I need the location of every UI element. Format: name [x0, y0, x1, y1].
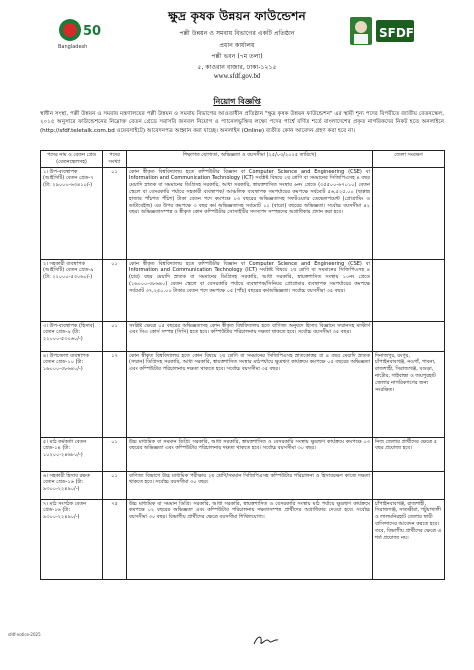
- website-link[interactable]: www.sfdf.gov.bd: [213, 73, 261, 80]
- table-row: [41, 471, 445, 499]
- table-row: [41, 499, 445, 579]
- header-count: পদের সংখ্যা: [103, 151, 127, 168]
- post-cell: ৭। মাঠ সংগঠক বেতন গ্রেড-১৬ (টা: ৯৩০০-২২৪৯০/-): [41, 499, 103, 579]
- count-cell: ০১: [103, 321, 127, 351]
- org-subtitle: পল্লী উন্নয়ন ও সমবায় বিভাগের একটি প্রতিষ্ঠান: [179, 30, 295, 37]
- post-cell: ৪। উপজেলা ব্যবস্থাপক বেতন গ্রেড-১০ (টা: ১৬০০০-৩৮৬৪০/-): [41, 351, 103, 437]
- post-cell: ১। উপ-ব্যবস্থাপক (আইসিটি) বেতন গ্রেড-৭ (টা: ২৯০০০-৬৩৪১০/-): [41, 167, 103, 259]
- anniversary-logo: [56, 14, 102, 50]
- requirements-cell: সংশ্লিষ্ট ক্ষেত্রে ০৫ বছরের অভিজ্ঞতাসহ কোন স্বীকৃত বিশ্ববিদ্যালয় হতে বাণিজ্য অনুষদে হিসাব বিজ্ঞানে সম্মানসহ মাস্টার্স এবং সিএ কোর্স সম্পন্ন (সিসি) হতে হবে। কম্পিউটার পরিচালনায় দক্ষতা থাকতে হবে। সর্বোচ্চ বয়সসীমা ৩৫ বছর।: [127, 321, 373, 351]
- address-label: ৫, কাওরান বাজার, ঢাকা-১২১৫: [197, 64, 277, 71]
- count-cell: ০১: [103, 167, 127, 259]
- requirements-cell: কোন স্বীকৃত বিশ্ববিদ্যালয় হতে কম্পিউটার বিজ্ঞান বা Computer Science and Engineering (CSE) বা Information and Communication Technology (ICT) সংশ্লিষ্ট বিষয়ে ২য় শ্রেণি বা সমমানের সিজিপিএসহ ৪ বছর মেয়াদি স্নাতক বা সমমানের ডিগ্রিসহ সরকারি, আধা সরকারি, স্বায়ত্তশাসিত সংস্থায় ৬নং গ্রেডে (৩৫৫০০-৬৭০১০) বেতন স্কেলে বা বেসরকারি পর্যায়ে সহকারী ব্যবস্থাপক/ আঞ্চলিক ব্যবস্থাপক সমপর্যায়ের কমপক্ষে সর্বমোট ৫৬,৫২৫.০০ (ছাপ্পান্ন হাজার পাঁচশত পঁচিশ) টাকা বেতন পদে কমপক্ষে ০৩ বছরের অভিজ্ঞতাসহ সফটওয়্যার ডেভেলপমেন্ট (প্রোগ্রামিং ও ডাটাবেইজ) এর উপর কমপক্ষে ৩ বছর কর্ম অভিজ্ঞতাসহ সর্বমোট ১২ (বারো) বছরের অভিজ্ঞতা। সর্বোচ্চ বয়সসীমা ৪২ বছর। অভিজ্ঞতাসম্পন্ন ও স্বীকৃত কোন কম্পিউটার সোসাইটির সদস্যপদ সম্পন্নদের অগ্রাধিকার প্রদান করা হবে।: [127, 167, 373, 259]
- header-district: জেলা সংরক্ষণ: [373, 151, 445, 168]
- table-row: [41, 321, 445, 351]
- count-cell: ৭৫: [103, 499, 127, 579]
- count-cell: ০১: [103, 437, 127, 471]
- table-row: [41, 167, 445, 259]
- svg-text:Bangladesh: Bangladesh: [58, 44, 88, 50]
- notice-title: নিয়োগ বিজ্ঞপ্তি: [213, 97, 261, 106]
- svg-text:SFDF: SFDF: [379, 26, 414, 40]
- intro-paragraph: স্বাধীন সংস্থা, পল্লী উন্নয়ন ও সমবায় মন্ত্রণালয়ের পল্লী উন্নয়ন ও সমবায় বিভাগের আওতাধীন প্রতিষ্ঠান "ক্ষুদ্র কৃষক উন্নয়ন ফাউন্ডেশন" এর স্থায়ী শূন্য পদের বিপরীতে জাতীয় বেতনস্কেল, ২০১৫ অনুসারে ফাউন্ডেশনের নিম্নোক্ত বেতন গ্রেডে সরাসরি জনবল নিয়োগ ও প্যানেলভুক্তির লক্ষ্যে পদের পার্শ্বে বর্ণিত শর্তে বাংলাদেশের প্রকৃত নাগরিকদের নিকট হতে অনলাইনে (http://sfdf.teletalk.com.bd ওয়েবসাইটে) আবেদনপত্র আহ্বান করা যাচ্ছে। অনলাইন (Online) ব্যতীত কোন আবেদন গ্রহণ করা হবে না।: [40, 111, 444, 134]
- post-cell: ৫। মাঠ কর্মকর্তা বেতন গ্রেড-১৪ (টা: ১০২০০-২৪৬৮০/-): [41, 437, 103, 471]
- count-cell: ০১: [103, 471, 127, 499]
- org-title: ক্ষুদ্র কৃষক উন্নয়ন ফাউন্ডেশন: [168, 9, 306, 23]
- table-row: [41, 259, 445, 321]
- table-row: [41, 437, 445, 471]
- vacancy-table: [40, 150, 445, 580]
- district-cell: চাঁপাইনবাবগঞ্জ, রাজশাহী, সিরাজগঞ্জ, সাতক্ষীরা, পটুয়াখালী ও লালমনিরহাট জেলার স্থায়ী বাসিন্দাদের আবেদন করতে হবে। তবে, বিভাগীয় প্রার্থীদের ক্ষেত্রে এ শর্ত প্রযোজ্য নয়।: [373, 499, 445, 579]
- count-cell: ১৭: [103, 351, 127, 437]
- header-requirements: শিক্ষাগত যোগ্যতা, অভিজ্ঞতা ও বয়সসীমা (২৫/০৩/২০২৫ তারিখে): [127, 151, 373, 168]
- district-cell: [373, 259, 445, 321]
- table-header-row: [41, 151, 445, 168]
- requirements-cell: উচ্চ মাধ্যমিক বা সমমান ডিগ্রি। সরকারি, আধা সরকারি, স্বায়ত্তশাসিত ও বেসরকারি সংস্থায় ক্ষুদ্রঋণ কার্যক্রমে কমপক্ষে ০৩ বছরের অভিজ্ঞতা এবং কম্পিউটার পরিচালনায় দক্ষতা থাকতে হবে। সর্বোচ্চ বয়সসীমা ৩০ বছর।: [127, 437, 373, 471]
- signature-mark: [252, 633, 280, 649]
- district-cell: [373, 167, 445, 259]
- office-label: প্রধান কার্যালয়: [219, 42, 255, 49]
- district-cell: নিজ জেলার প্রার্থীদের ক্ষেত্রে ৫ বছর প্রযোজ্য হবে।: [373, 437, 445, 471]
- district-cell: দিনাজপুর, রংপুর, চাঁপাইনবাবগঞ্জ, নওগাঁ, পাবনা, রাজশাহী, সিরাজগঞ্জ, বগুড়া, নাটোর, গাইবান্ধা ও জয়পুরহাট জেলার নাগরিকগণের জন্য সংরক্ষিত।: [373, 351, 445, 437]
- table-row: [41, 351, 445, 437]
- svg-text:50: 50: [83, 24, 102, 39]
- footer-code: sfdf-notice-2025: [8, 632, 41, 637]
- requirements-cell: উচ্চ মাধ্যমিক বা সমমান ডিগ্রি। সরকারি, আধা সরকারি, স্বায়ত্তশাসিত ও বেসরকারি সংস্থায় মাঠ পর্যায়ে ক্ষুদ্রঋণ কার্যক্রমে কমপক্ষে ০২ বছরের অভিজ্ঞতা এবং কম্পিউটার পরিচালনায় দক্ষতাসম্পন্ন প্রার্থীদের অগ্রাধিকার দেওয়া হবে। সর্বোচ্চ বয়সসীমা ৩০ বছর। বিভাগীয় প্রার্থীদের ক্ষেত্রে বয়সসীমা শিথিলযোগ্য।: [127, 499, 373, 579]
- requirements-cell: কোন স্বীকৃত বিশ্ববিদ্যালয় হতে কোন বিষয়ে ২য় শ্রেণি বা সমমানের সিজিপিএসহ স্নাতকোত্তর বা ৪ বছর মেয়াদি স্নাতক (সম্মান) ডিগ্রিসহ সরকারি, আধা সরকারি, স্বায়ত্তশাসিত সংস্থার মাঠপর্যায়ে ক্ষুদ্রঋণ কার্যক্রমে কমপক্ষে ০৫ বছরের অভিজ্ঞতা এবং কম্পিউটার পরিচালনায় দক্ষতা থাকতে হবে। সর্বোচ্চ বয়সসীমা ৩৫ বছর।: [127, 351, 373, 437]
- sfdf-logo: [350, 16, 414, 46]
- district-cell: [373, 321, 445, 351]
- post-cell: ৬। সহকারী হিসাব রক্ষক বেতন গ্রেড-১৬ (টা: ৯৩০০-২২৪৯০/-): [41, 471, 103, 499]
- requirements-cell: কোন স্বীকৃত বিশ্ববিদ্যালয় হতে কম্পিউটার বিজ্ঞান বা Computer Science and Engineering (CSE) বা Information and Communication Technology (ICT) সংশ্লিষ্ট বিষয়ে ২য় শ্রেণি বা সমমানের সিজিপিএসহ ৪ (চার) বছর মেয়াদি স্নাতক বা সমমানের ডিগ্রিসহ সরকারি, আধা সরকারি, স্বায়ত্তশাসিত সংস্থায় ১০নং গ্রেডে (১৬০০০-৩৮৬৪০) বেতন স্কেলে বা বেসরকারি পর্যায়ে ব্যবস্থাপক/সিনিয়র প্রোগ্রামার ব্যবস্থাপক সমপর্যায়ের কমপক্ষে সর্বমোট ৩৭,২৫০.০০ টাকার বেতন পদে কমপক্ষে ০৫ (পাঁচ) বছরের কর্মঅভিজ্ঞতা। সর্বোচ্চ বয়সসীমা ৩৫ বছর।: [127, 259, 373, 321]
- district-cell: [373, 471, 445, 499]
- post-cell: ৩। উপ-ব্যবস্থাপক (হিসাব) বেতন গ্রেড-৯ (টা: ২২০০০-৫৩০৬০/-): [41, 321, 103, 351]
- count-cell: ০১: [103, 259, 127, 321]
- building-label: পল্লী ভবন (৭ম তলা): [211, 53, 263, 60]
- post-cell: ২। সহকারী ব্যবস্থাপক (আইসিটি) বেতন গ্রেড-৯ (টা: ২২০০০-৫৩০৬০/-): [41, 259, 103, 321]
- requirements-cell: বাণিজ্য বিভাগে উচ্চ মাধ্যমিক পরীক্ষায় ২য় শ্রেণি/সমমান সিজিপিএসহ কম্পিউটার পরিচালনা ও হিসাবরক্ষণ কাজে দক্ষতা থাকতে হবে। সর্বোচ্চ বয়সসীমা ৩০ বছর।: [127, 471, 373, 499]
- header-post: পদের নাম ও বেতন গ্রেড (বেতনস্কেলসহ): [41, 151, 103, 168]
